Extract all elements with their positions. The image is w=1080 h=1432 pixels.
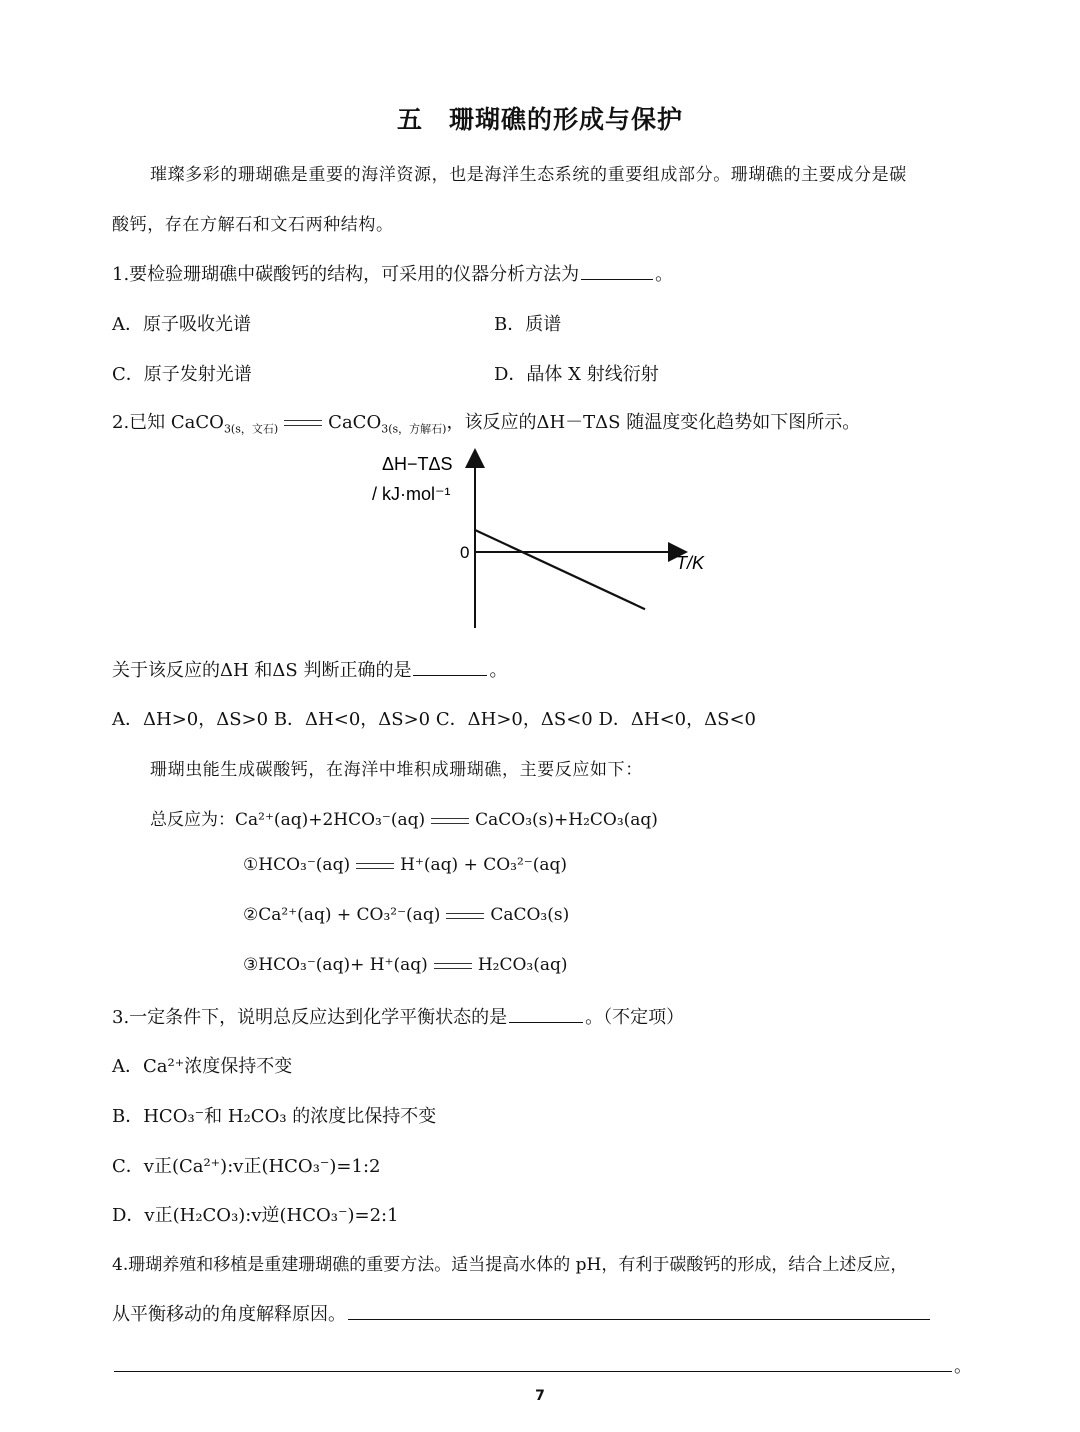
q4-end: 。	[954, 1356, 972, 1377]
r2-rhs: CaCO₃(s)	[490, 905, 570, 925]
r1-rhs: H⁺(aq) + CO₃²⁻(aq)	[400, 855, 568, 875]
total-reaction	[150, 805, 658, 830]
q1-stem	[112, 260, 673, 286]
q1-stem-text: 1.要检验珊瑚礁中碳酸钙的结构，可采用的仪器分析方法为	[112, 264, 580, 285]
section-title: 五 珊瑚礁的形成与保护	[396, 105, 683, 134]
reactions-intro: 珊瑚虫能生成碳酸钙，在海洋中堆积成珊瑚礁，主要反应如下：	[150, 760, 643, 780]
q4-line-2-text: 从平衡移动的角度解释原因。	[112, 1304, 346, 1325]
q1-answer-blank[interactable]	[581, 278, 653, 280]
q1-end: 。	[655, 264, 674, 285]
q2-options: A．ΔH>0，ΔS>0 B．ΔH<0，ΔS>0 C．ΔH>0，ΔS<0 D．ΔH<0，ΔS<0	[112, 709, 756, 730]
reaction-1	[243, 855, 567, 875]
q4-answer-blank-1[interactable]	[348, 1318, 930, 1320]
q3-stem-text: 3.一定条件下，说明总反应达到化学平衡状态的是	[112, 1007, 508, 1028]
q4-line-3	[112, 1352, 972, 1378]
equilibrium-arrow-icon	[356, 861, 394, 871]
origin-label: 0	[460, 543, 470, 562]
equilibrium-arrow-icon	[434, 961, 472, 971]
q3-option-b: B．HCO₃⁻和 H₂CO₃ 的浓度比保持不变	[112, 1106, 437, 1127]
y-axis-label-2: / kJ·mol⁻¹	[372, 484, 451, 504]
equilibrium-arrow-icon	[431, 816, 469, 826]
reaction-2	[243, 905, 569, 925]
page-number: 7	[535, 1388, 545, 1404]
reaction-3	[243, 955, 568, 975]
r2-lhs: ②Ca²⁺(aq) + CO₃²⁻(aq)	[243, 905, 441, 925]
q3-answer-blank[interactable]	[509, 1021, 583, 1023]
q3-option-a: A．Ca²⁺浓度保持不变	[112, 1056, 293, 1077]
q1-option-d: D．晶体 X 射线衍射	[494, 364, 659, 385]
q4-answer-blank-2[interactable]	[114, 1370, 952, 1372]
q1-option-b: B．质谱	[494, 314, 562, 335]
q3-stem	[112, 1003, 684, 1029]
total-rhs: CaCO₃(s)+H₂CO₃(aq)	[475, 810, 658, 830]
r3-lhs: ③HCO₃⁻(aq)+ H⁺(aq)	[243, 955, 428, 975]
dh-tds-chart	[360, 448, 720, 638]
q2-answer-blank[interactable]	[413, 674, 487, 676]
q2-suffix: ，该反应的ΔH－TΔS 随温度变化趋势如下图所示。	[446, 412, 861, 433]
intro-line-1: 璀璨多彩的珊瑚礁是重要的海洋资源，也是海洋生态系统的重要组成部分。珊瑚礁的主要成分是碳	[150, 165, 907, 185]
q4-line-2	[112, 1300, 932, 1326]
q2-prefix: 2.已知 CaCO	[112, 412, 224, 433]
q4-line-1: 4.珊瑚养殖和移植是重建珊瑚礁的重要方法。适当提高水体的 pH，有利于碳酸钙的形成，结合上述反应，	[112, 1255, 908, 1275]
total-label: 总反应为：	[150, 810, 235, 830]
series-line	[475, 530, 645, 609]
q2-mid: CaCO	[328, 412, 382, 433]
total-lhs: Ca²⁺(aq)+2HCO₃⁻(aq)	[235, 810, 426, 830]
q2-sub-aragonite: 3(s，文石)	[223, 422, 279, 436]
r3-rhs: H₂CO₃(aq)	[477, 955, 568, 975]
x-axis-label: T/K	[676, 553, 705, 573]
q2-stem	[112, 408, 860, 437]
q2-question	[112, 656, 507, 682]
equilibrium-arrow-icon	[446, 911, 484, 921]
q2-question-end: 。	[489, 660, 508, 681]
q2-sub-calcite: 3(s，方解石)	[381, 422, 447, 436]
q1-option-a: A．原子吸收光谱	[112, 314, 251, 335]
q2-question-text: 关于该反应的ΔH 和ΔS 判断正确的是	[112, 660, 412, 681]
equilibrium-arrow-icon	[284, 418, 322, 428]
q3-end: 。（不定项）	[585, 1007, 685, 1028]
r1-lhs: ①HCO₃⁻(aq)	[243, 855, 351, 875]
q1-option-c: C．原子发射光谱	[112, 364, 252, 385]
q3-option-c: C．v正(Ca²⁺):v正(HCO₃⁻)=1:2	[112, 1156, 381, 1177]
intro-line-2: 酸钙，存在方解石和文石两种结构。	[112, 215, 394, 235]
q3-option-d: D．v正(H₂CO₃):v逆(HCO₃⁻)=2:1	[112, 1205, 399, 1226]
y-axis-label-1: ΔH−TΔS	[382, 454, 453, 474]
